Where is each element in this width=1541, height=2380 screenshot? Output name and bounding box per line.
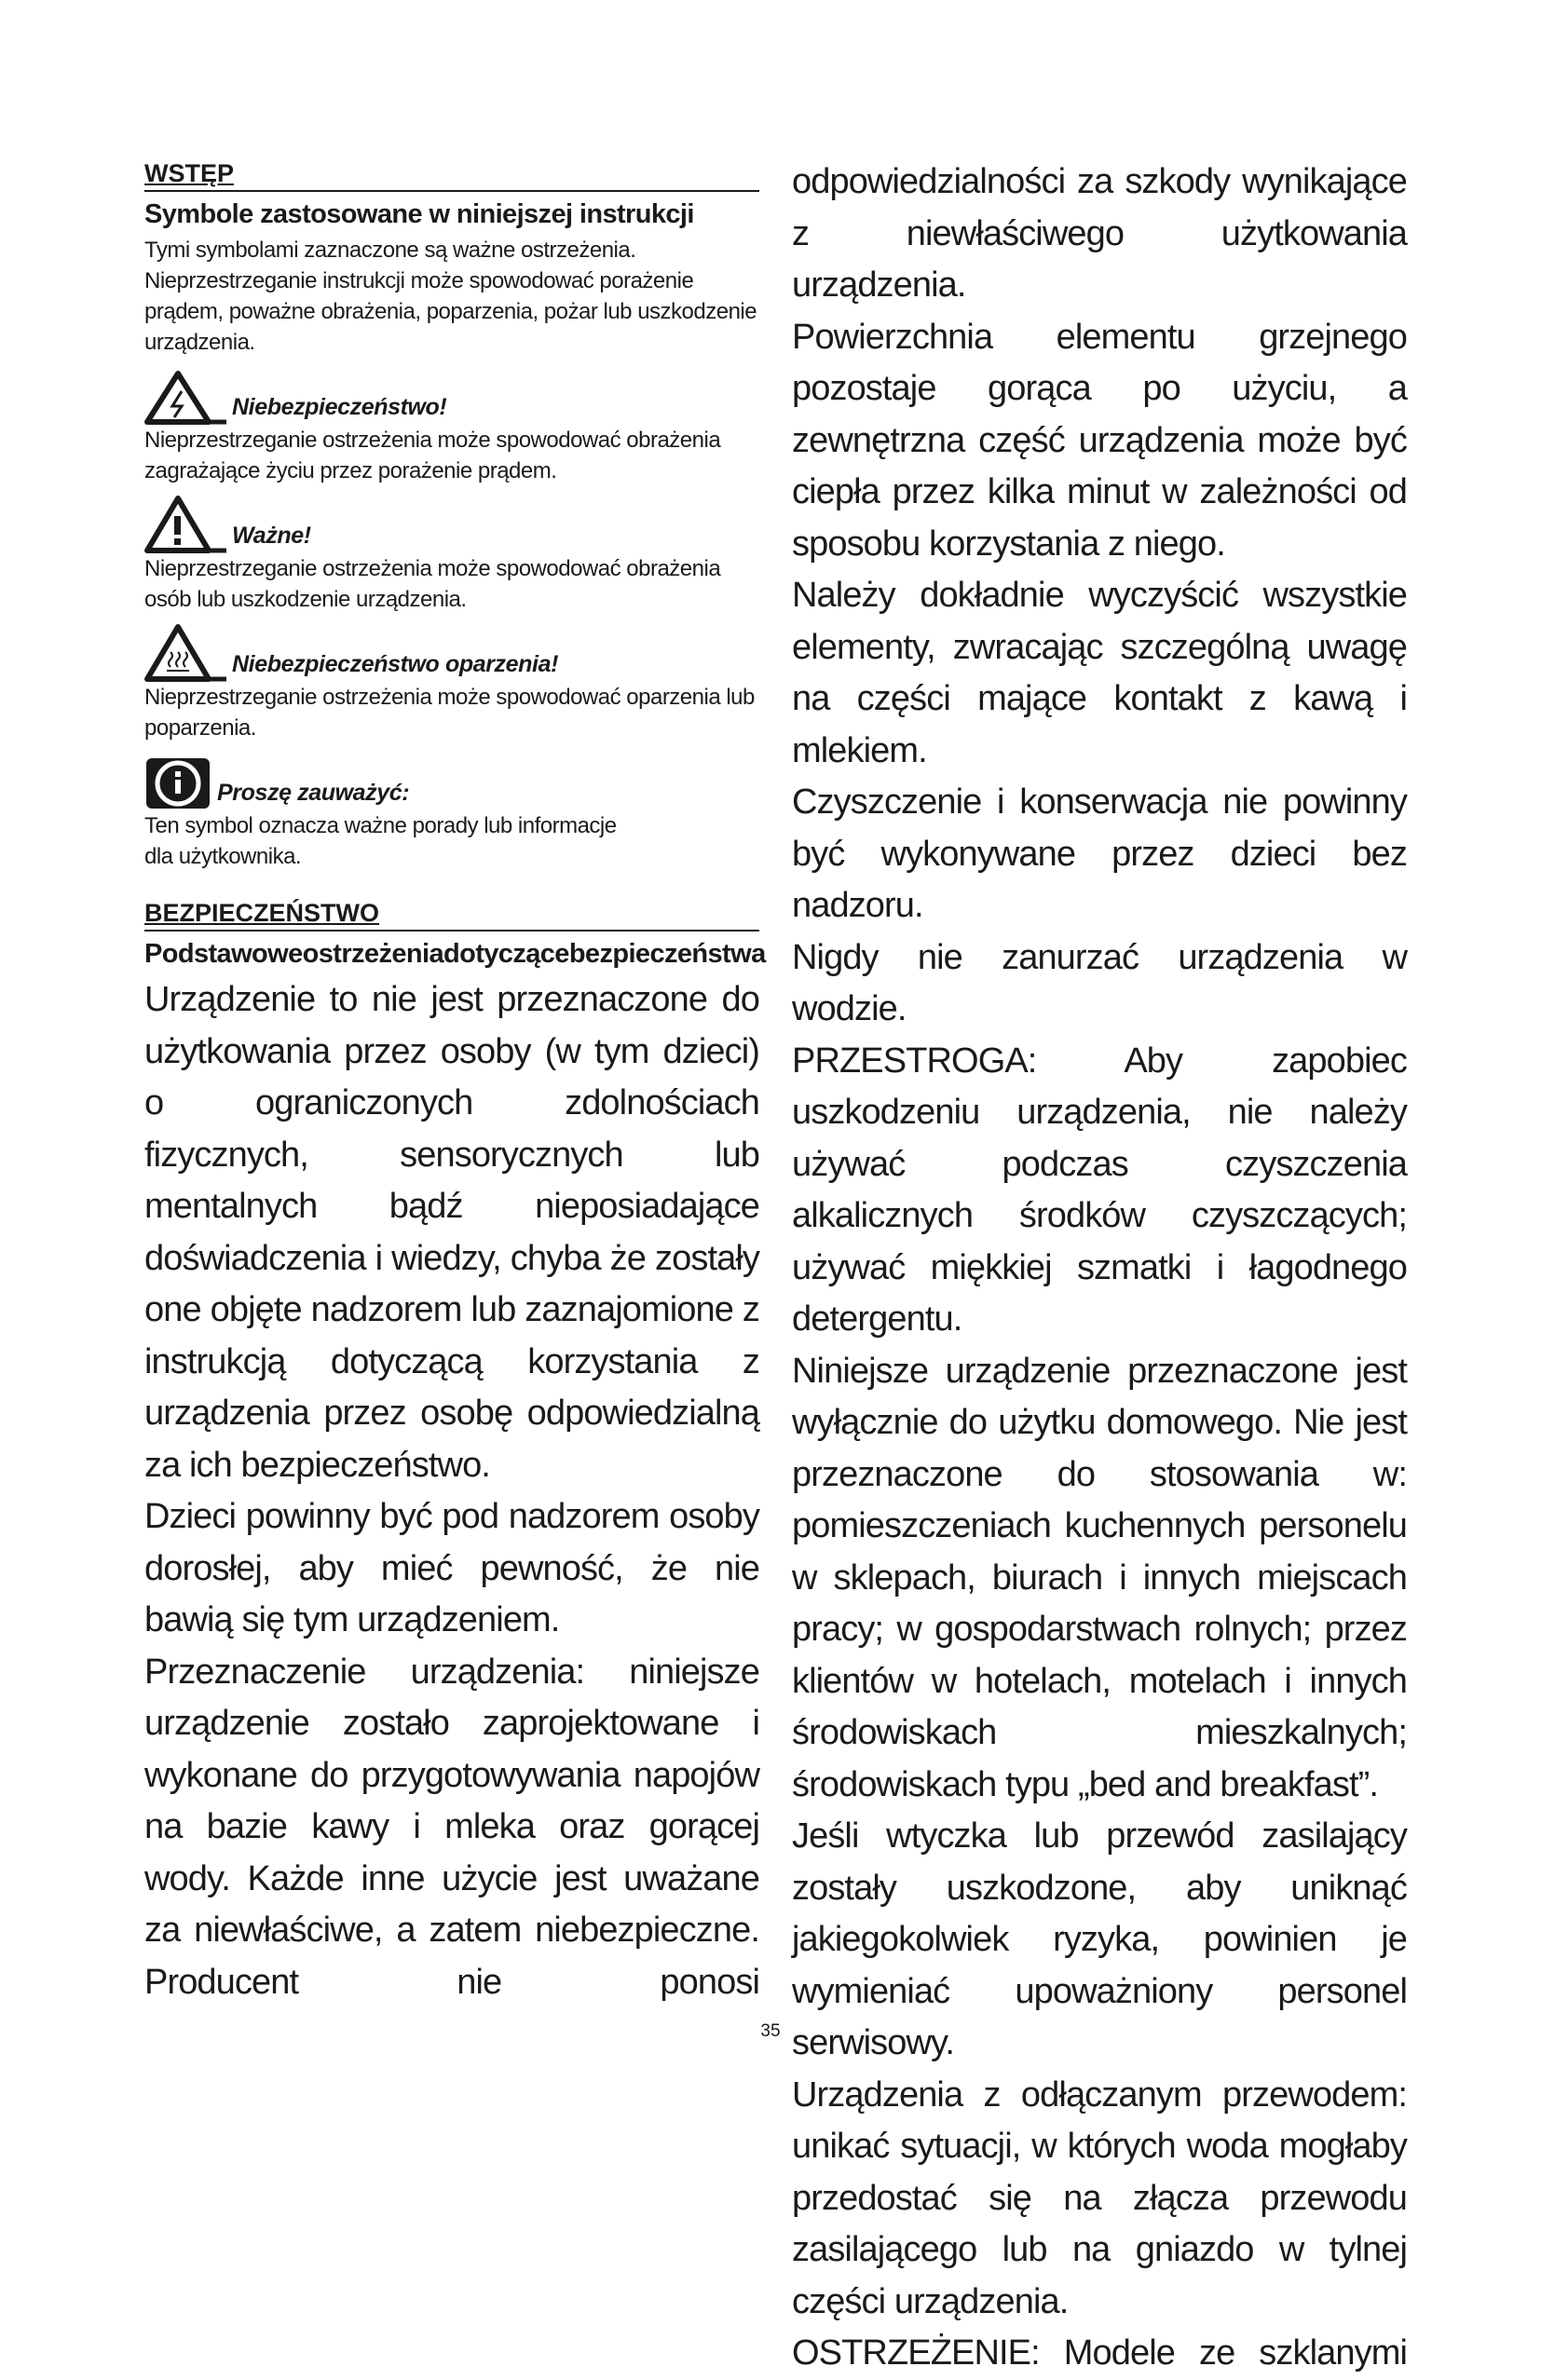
symbol-danger-header (144, 363, 759, 425)
symbol-important-label: Ważne! (232, 523, 311, 549)
safety-paragraph: Należy dokładnie wyczyścić wszystkie elementy, zwracając szczególną uwagę na części mające kontakt z kawą i mlekiem. (792, 576, 1407, 770)
symbol-danger-text: Nieprzestrzeganie ostrzeżenia może spowodować obrażenia zagrażające życiu przez porażenie prądem. (144, 428, 721, 483)
symbols-subtitle: Symbole zastosowane w niniejszej instrukcji (144, 199, 694, 229)
symbol-burn-label: Niebezpieczeństwo oparzenia! (232, 651, 558, 677)
page-number: 35 (760, 2021, 781, 2041)
hot-surface-warning-icon (144, 624, 226, 682)
safety-paragraph: Urządzenie to nie jest przeznaczone do użytkowania przez osoby (w tym dzieci) o ograniczonych zdolnościach fizycznych, sensorycznych lub mentalnych bądź nieposiadające doświadczenia i wiedzy, chyba że zostały one objęte nadzorem lub zaznajomione z instrukcją dotyczącą korzystania z urządzenia przez osobę odpowiedzialną za ich bezpieczeństwo. (144, 980, 759, 1485)
safety-subtitle: Podstawoweostrzeżeniadotyczącebezpieczeństwa (144, 939, 766, 969)
safety-paragraph: OSTRZEŻENIE: Modele ze szklanymi (792, 2333, 1407, 2373)
symbol-important-header (144, 492, 759, 553)
symbol-note-text: Ten symbol oznacza ważne porady lub informacje dla użytkownika. (144, 813, 617, 869)
left-column (144, 158, 766, 2008)
symbol-important-text: Nieprzestrzeganie ostrzeżenia może spowodować obrażenia osób lub uszkodzenie urządzenia. (144, 556, 721, 612)
symbol-note-header (144, 749, 759, 810)
safety-paragraph: Powierzchnia elementu grzejnego pozostaje gorąca po użyciu, a zewnętrzna część urządzenia może być ciepła przez kilka minut w zależności od sposobu korzystania z niego. (792, 317, 1407, 564)
symbols-description: Tymi symbolami zaznaczone są ważne ostrzeżenia. Nieprzestrzeganie instrukcji może spowodować porażenie prądem, poważne obrażenia, poparzenia, pożar lub uszkodzenie urządzenia. (144, 238, 757, 355)
safety-paragraph: odpowiedzialności za szkody wynikające z niewłaściwego użytkowania urządzenia. (792, 162, 1407, 305)
right-column (792, 156, 1407, 2380)
intro-section-title: WSTĘP (144, 158, 759, 192)
safety-paragraph: Nigdy nie zanurzać urządzenia w wodzie. (792, 937, 1407, 1028)
symbol-burn-text: Nieprzestrzeganie ostrzeżenia może spowodować oparzenia lub poparzenia. (144, 685, 755, 741)
safety-paragraph: Jeśli wtyczka lub przewód zasilający zostały uszkodzone, aby uniknąć jakiegokolwiek ryzyka, powinien je wymieniać upoważniony personel serwisowy. (792, 1816, 1407, 2062)
info-icon (144, 756, 211, 810)
electric-warning-icon (144, 371, 226, 425)
symbol-burn-header (144, 620, 759, 682)
safety-paragraph: Dzieci powinny być pod nadzorem osoby dorosłej, aby mieć pewność, że nie bawią się tym urządzeniem. (144, 1497, 759, 1639)
safety-section-title: BEZPIECZEŃSTWO (144, 898, 759, 932)
safety-paragraph: Czyszczenie i konserwacja nie powinny być wykonywane przez dzieci bez nadzoru. (792, 782, 1407, 925)
symbol-note-label: Proszę zauważyć: (217, 780, 410, 806)
safety-paragraph: PRZESTROGA: Aby zapobiec uszkodzeniu urządzenia, nie należy używać podczas czyszczenia alkalicznych środków czyszczących; używać miękkiej szmatki i łagodnego detergentu. (792, 1040, 1407, 1339)
safety-paragraph: Niniejsze urządzenie przeznaczone jest wyłącznie do użytku domowego. Nie jest przeznaczone do stosowania w: pomieszczeniach kuchennych personelu w sklepach, biurach i innych miejscach pracy; w gospodarstwach rolnych; przez klientów w hotelach, motelach i innych środowiskach mieszkalnych; środowiskach typu „bed and breakfast”. (792, 1351, 1407, 1804)
safety-paragraph: Przeznaczenie urządzenia: niniejsze urządzenie zostało zaprojektowane i wykonane do przygotowywania napojów na bazie kawy i mleka oraz gorącej wody. Każde inne użycie jest uważane za niewłaściwe, a zatem niebezpieczne. Producent nie ponosi (144, 1652, 759, 2002)
exclamation-warning-icon (144, 496, 226, 553)
safety-paragraph: Urządzenia z odłączanym przewodem: unikać sytuacji, w których woda mogłaby przedostać się na złącza przewodu zasilającego lub na gniazdo w tylnej części urządzenia. (792, 2074, 1407, 2321)
symbol-danger-label: Niebezpieczeństwo! (232, 394, 447, 420)
